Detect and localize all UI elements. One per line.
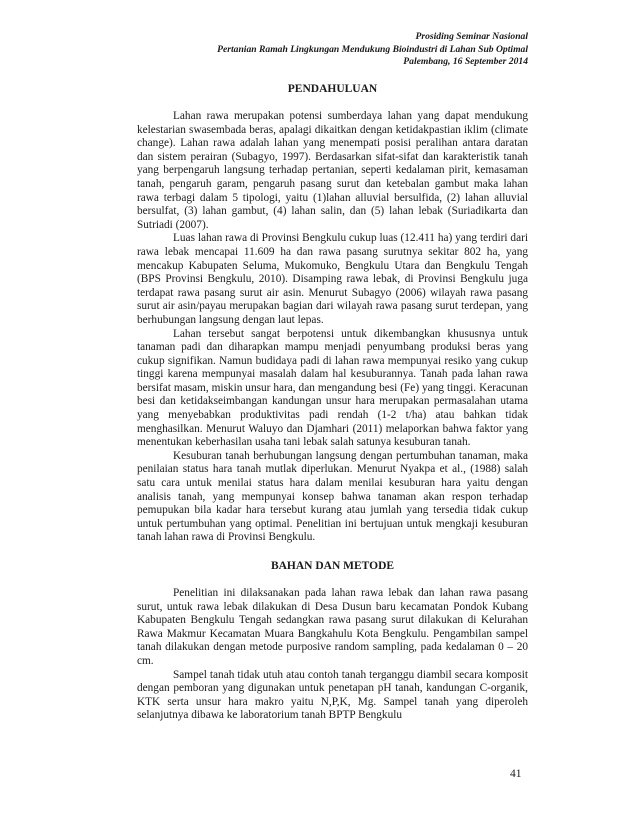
page-body: [137, 82, 528, 723]
section-heading-bahan-dan-metode: BAHAN DAN METODE: [270, 560, 395, 572]
paragraph: Lahan rawa merupakan potensi sumberdaya lahan yang dapat mendukung kelestarian swasembada beras, apalagi dikaitkan dengan ketidakpastian iklim (climate change). Lahan rawa adalah lahan yang menempati posisi peralihan antara daratan dan sistem perairan (Subagyo, 1997). Berdasarkan sifat-sifat dan karakteristik tanah yang berpengaruh langsung terhadap pertanian, seperti kedalaman pirit, kemasaman tanah, pengaruh garam, pengaruh pasang surut dan ketebalan gambut maka lahan rawa terbagi dalam 5 tipologi, yaitu (1)lahan alluvial bersulfida, (2) lahan alluvial bersulfat, (3) lahan gambut, (4) lahan salin, dan (5) lahan lebak (Suriadikarta dan Sutriadi (2007).: [137, 110, 528, 231]
header-proceedings-title: Prosiding Seminar Nasional: [415, 31, 528, 42]
paragraph: Penelitian ini dilaksanakan pada lahan rawa lebak dan lahan rawa pasang surut, untuk rawa lebak dilakukan di Desa Dusun baru kecamatan Pondok Kubang Kabupaten Bengkulu Tengah sedangkan rawa pasang surut dilakukan di Kelurahan Rawa Makmur Kecamatan Muara Bangkahulu Kota Bengkulu. Pengambilan sampel tanah dilakukan dengan metode purposive random sampling, pada kedalaman 0 – 20 cm.: [137, 587, 528, 667]
paragraph: Sampel tanah tidak utuh atau contoh tanah terganggu diambil secara komposit dengan pemboran yang digunakan untuk penetapan pH tanah, kandungan C-organik, KTK serta unsur hara makro yaitu N,P,K, Mg. Sampel tanah yang diperoleh selanjutnya dibawa ke laboratorium tanah BPTP Bengkulu: [137, 668, 528, 722]
header-place-date: Palembang, 16 September 2014: [403, 56, 528, 67]
paragraph: Kesuburan tanah berhubungan langsung dengan pertumbuhan tanaman, maka penilaian status hara tanah mutlak diperlukan. Menurut Nyakpa et al., (1988) salah satu cara untuk menilai status hara dalam menilai kesuburan hara yaitu dengan analisis tanah, yang mempunyai konsep bahwa tanaman akan respon terhadap pemupukan bila kadar hara tersebut kurang atau jumlah yang tersedia tidak cukup untuk pertumbuhan yang optimal. Penelitian ini bertujuan untuk mengkaji kesuburan tanah lahan rawa di Provinsi Bengkulu.: [137, 449, 528, 544]
section-heading-pendahuluan: PENDAHULUAN: [287, 83, 378, 95]
paragraph: Luas lahan rawa di Provinsi Bengkulu cukup luas (12.411 ha) yang terdiri dari rawa lebak mencapai 11.609 ha dan rawa pasang surutnya sekitar 802 ha, yang mencakup Kabupaten Seluma, Mukomuko, Bengkulu Utara dan Bengkulu Tengah (BPS Provinsi Bengkulu, 2010). Disamping rawa lebak, di Provinsi Bengkulu juga terdapat rawa pasang surut air asin. Menurut Subagyo (2006) wilayah rawa pasang surut air asin/payau merupakan bagian dari wilayah rawa pasang surut terdepan, yang berhubungan langsung dengan laut lepas.: [137, 232, 528, 326]
page-number: 41: [510, 768, 522, 780]
paragraph: Lahan tersebut sangat berpotensi untuk dikembangkan khususnya untuk tanaman padi dan diharapkan mampu menjadi penyumbang produksi beras yang cukup signifikan. Namun budidaya padi di lahan rawa mempunyai resiko yang cukup tinggi karena mempunyai masalah dalam hal kesuburannya. Tanah pada lahan rawa bersifat masam, miskin unsur hara, dan mengandung besi (Fe) yang tinggi. Keracunan besi dan ketidakseimbangan kandungan unsur hara merupakan permasalahan utama yang menyebabkan produktivitas padi rendah (1-2 t/ha) atau bahkan tidak menghasilkan. Menurut Waluyo dan Djamhari (2011) melaporkan bahwa faktor yang menentukan keberhasilan usaha tani lebak salah satunya kesuburan tanah.: [137, 327, 528, 449]
header-seminar-theme: Pertanian Ramah Lingkungan Mendukung Bioindustri di Lahan Sub Optimal: [217, 43, 528, 55]
running-header: [217, 31, 528, 69]
